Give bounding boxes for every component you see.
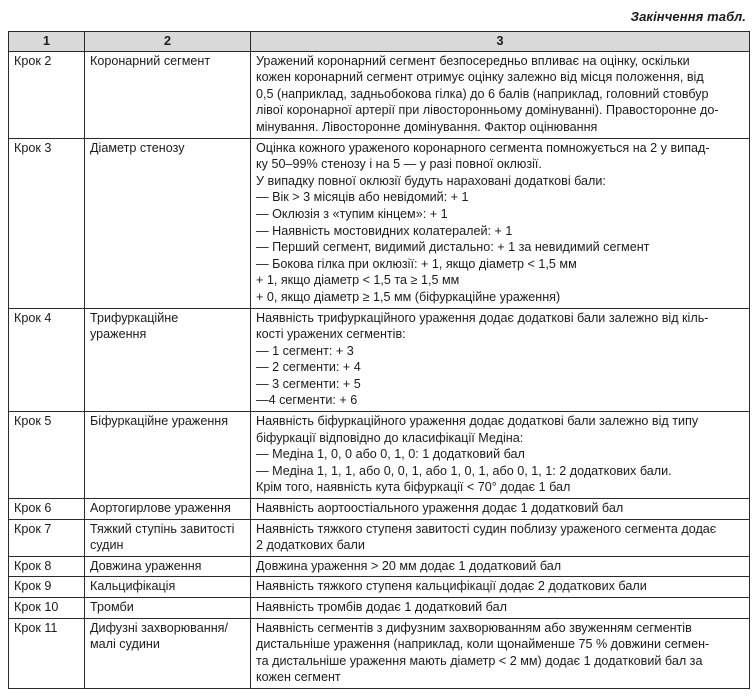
description-line: Наявність тяжкого ступеня кальцифікації додає 2 додаткових бали [256,579,647,594]
description-cell [251,556,750,577]
description-line: — Бокова гілка при оклюзії: + 1, якщо діаметр < 1,5 мм [256,256,577,271]
criterion-line: судин [90,538,124,553]
criterion-line: Трифуркаційне [90,310,179,325]
description-cell [251,51,750,138]
description-line: — 2 сегменти: + 4 [256,360,361,375]
criterion-line: Діаметр стенозу [90,140,185,155]
description-line: Крім того, наявність кута біфуркації < 70° додає 1 бал [256,480,571,495]
description-line: — 1 сегмент: + 3 [256,343,354,358]
criterion-cell [85,308,251,412]
syntax-score-table [8,31,750,689]
step-cell: Крок 4 [9,308,85,412]
description-line: —4 сегменти: + 6 [256,393,358,408]
table-row [9,499,750,520]
criterion-cell [85,598,251,619]
table-row [9,412,750,499]
description-line: + 0, якщо діаметр ≥ 1,5 мм (біфуркаційне ураження) [256,289,561,304]
description-line: Оцінка кожного ураженого коронарного сегмента помножується на 2 у випад- [256,140,710,155]
criterion-cell [85,51,251,138]
description-line: біфуркації відповідно до класифікації Медіна: [256,430,524,445]
description-line: — Вік > 3 місяців або невідомий: + 1 [256,190,469,205]
step-cell: Крок 9 [9,577,85,598]
description-line: лівої коронарної артерії при лівосторонньому домінуванні). Правосторонне до- [256,103,719,118]
description-line: — Перший сегмент, видимий дистально: + 1 за невидимий сегмент [256,240,650,255]
column-header-3: 3 [251,32,750,52]
table-header [9,32,750,52]
description-line: — Оклюзія з «тупим кінцем»: + 1 [256,206,448,221]
criterion-line: Біфуркаційне ураження [90,414,229,429]
description-line: — Медіна 1, 1, 1, або 0, 0, 1, або 1, 0, 1, або 0, 1, 1: 2 додаткових бали. [256,463,672,478]
step-cell: Крок 10 [9,598,85,619]
table-row [9,519,750,556]
criterion-line: Довжина ураження [90,558,202,573]
description-line: Наявність сегментів з дифузним захворюванням або звуженням сегментів [256,620,692,635]
criterion-line: ураження [90,327,147,342]
description-line: — Медіна 1, 0, 0 або 0, 1, 0: 1 додатковий бал [256,447,525,462]
table-row [9,577,750,598]
description-line: мінування. Лівосторонне домінування. Фактор оцінювання [256,119,598,134]
criterion-cell [85,556,251,577]
step-cell: Крок 5 [9,412,85,499]
table-caption: Закінчення табл. [630,9,746,24]
description-line: 0,5 (наприклад, задньобокова гілка) до 6 балів (наприклад, головний стовбур [256,86,709,101]
description-cell [251,598,750,619]
step-cell: Крок 3 [9,138,85,308]
description-line: — Наявність мостовидних колатералей: + 1 [256,223,513,238]
criterion-line: Аортогирлове ураження [90,501,231,516]
table-row [9,598,750,619]
step-cell: Крок 8 [9,556,85,577]
criterion-cell [85,138,251,308]
description-cell [251,577,750,598]
description-line: Наявність біфуркаційного ураження додає додаткові бали залежно від типу [256,414,699,429]
description-cell [251,138,750,308]
description-line: Наявність тяжкого ступеня завитості судин поблизу ураженого сегмента додає [256,521,717,536]
step-cell: Крок 7 [9,519,85,556]
criterion-line: малі судини [90,637,160,652]
criterion-line: Коронарний сегмент [90,53,211,68]
criterion-cell [85,519,251,556]
table-row [9,51,750,138]
table-row [9,618,750,688]
step-cell: Крок 11 [9,618,85,688]
description-line: — 3 сегменти: + 5 [256,376,361,391]
description-line: Наявність аортоостіального ураження додає 1 додатковий бал [256,501,624,516]
column-header-1: 1 [9,32,85,52]
description-cell [251,412,750,499]
table-row [9,308,750,412]
table-body [9,51,750,688]
criterion-cell [85,412,251,499]
description-line: кості уражених сегментів: [256,327,406,342]
criterion-line: Кальцифікація [90,579,176,594]
column-header-2: 2 [85,32,251,52]
description-line: У випадку повної оклюзії будуть нараховані додаткові бали: [256,173,606,188]
description-line: 2 додаткових бали [256,538,365,553]
criterion-line: Дифузні захворювання/ [90,620,228,635]
criterion-line: Тяжкий ступінь завитості [90,521,235,536]
header-row [9,32,750,52]
criterion-cell [85,618,251,688]
description-line: Уражений коронарний сегмент безпосередньо впливає на оцінку, оскільки [256,53,690,68]
description-cell [251,308,750,412]
criterion-cell [85,577,251,598]
description-cell [251,618,750,688]
description-cell [251,499,750,520]
criterion-line: Тромби [90,600,134,614]
description-line: дистальніше ураження (наприклад, коли щонайменше 75 % довжини сегмен- [256,637,710,652]
description-line: + 1, якщо діаметр < 1,5 та ≥ 1,5 мм [256,273,460,288]
description-line: кожен коронарний сегмент отримує оцінку залежно від місця положення, від [256,70,704,85]
step-cell: Крок 6 [9,499,85,520]
table-row [9,556,750,577]
description-line: Наявність тромбів додає 1 додатковий бал [256,600,507,614]
description-line: Наявність трифуркаційного ураження додає додаткові бали залежно від кіль- [256,310,709,325]
criterion-cell [85,499,251,520]
description-line: Довжина ураження > 20 мм додає 1 додатковий бал [256,558,562,573]
description-cell [251,519,750,556]
description-line: та дистальніше ураження мають діаметр < 2 мм) додає 1 додатковий бал за [256,653,703,668]
table-row [9,138,750,308]
step-cell: Крок 2 [9,51,85,138]
description-line: кожен сегмент [256,670,341,685]
description-line: ку 50–99% стенозу і на 5 — у разі повної оклюзії. [256,157,542,172]
